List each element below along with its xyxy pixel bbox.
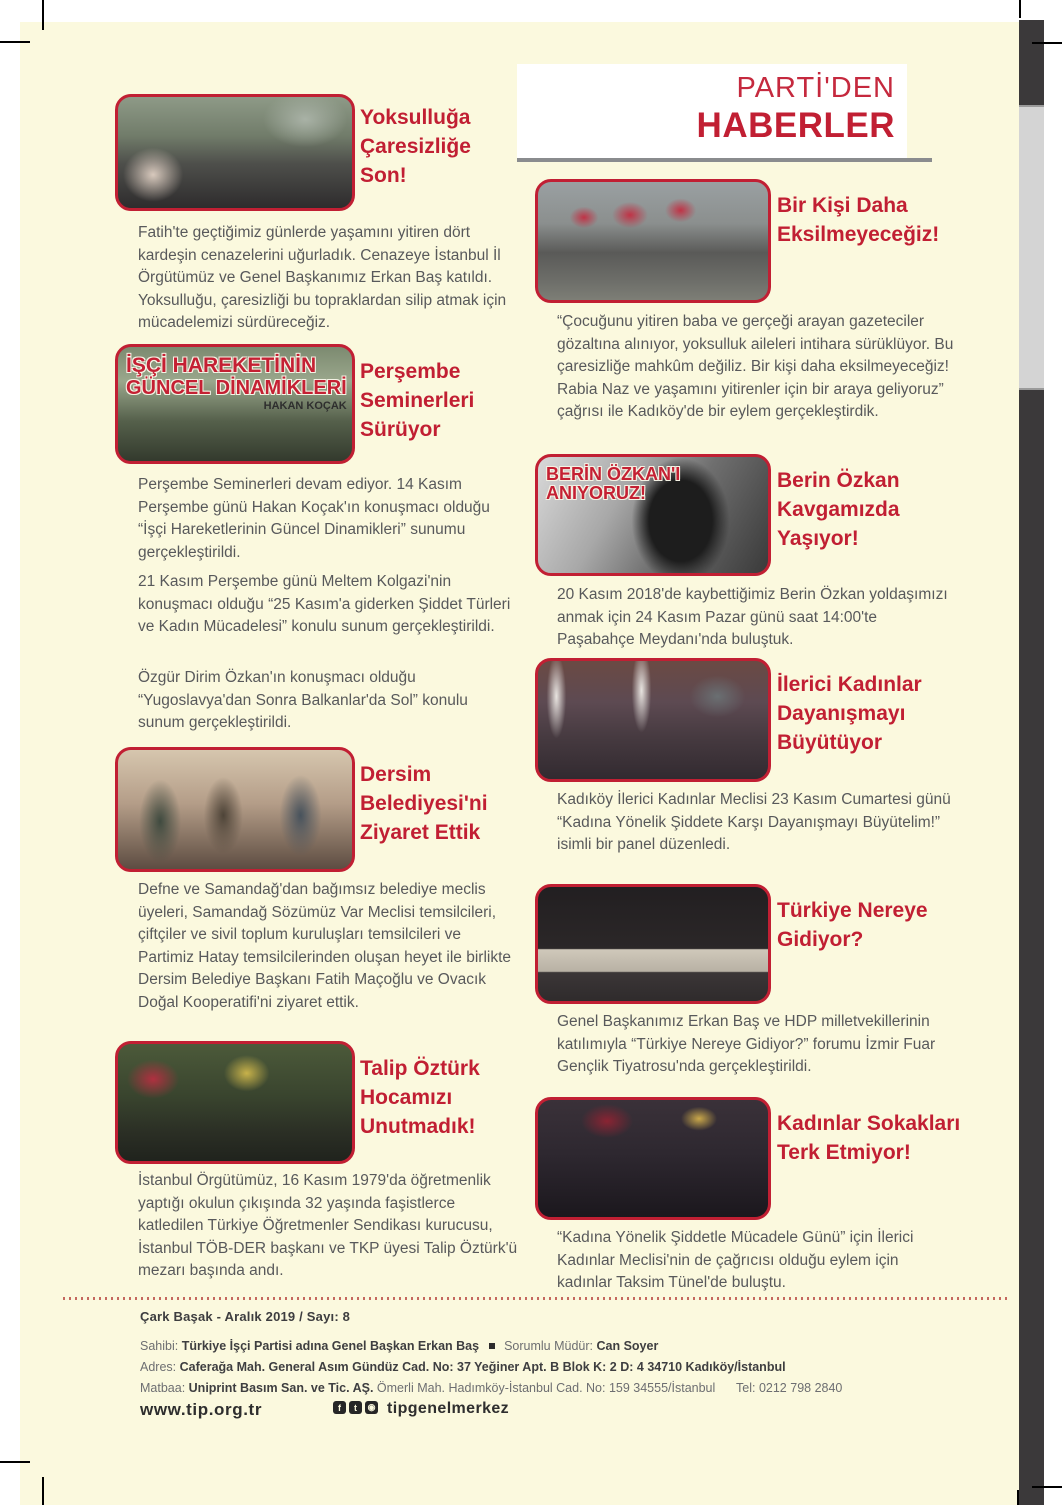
press-name: Uniprint Basım San. ve Tic. AŞ. [188, 1381, 374, 1395]
website-url: www.tip.org.tr [140, 1400, 263, 1419]
article-title: İlerici Kadınlar Dayanışmayı Büyütüyor [777, 673, 922, 754]
address-label: Adres: [140, 1360, 177, 1374]
overlay-line: ANIYORUZ! [546, 483, 646, 504]
crop-mark [42, 0, 44, 30]
crop-mark [1032, 42, 1062, 44]
article-photo-women-panel [535, 658, 771, 782]
social-handle: tipgenelmerkez [387, 1400, 510, 1417]
imprint-press-line [140, 1381, 842, 1395]
issue-line: Çark Başak - Aralık 2019 / Sayı: 8 [140, 1309, 351, 1324]
article-body [557, 1227, 955, 1295]
header-underline [517, 158, 932, 162]
facebook-icon: f [333, 1401, 346, 1414]
press-phone: Tel: 0212 798 2840 [736, 1381, 843, 1395]
article-title: Perşembe Seminerleri Sürüyor [360, 360, 475, 441]
square-separator-icon [489, 1343, 495, 1349]
press-label: Matbaa: [140, 1381, 186, 1395]
owner-value: Türkiye İşçi Partisi adına Genel Başkan Erkan Baş [181, 1339, 480, 1353]
article-body [138, 474, 518, 564]
crop-mark [1032, 1486, 1062, 1488]
paragraph: Defne ve Samandağ'dan bağımsız belediye meclis üyeleri, Samandağ Sözümüz Var Meclisi temsilcileri, çiftçiler ve sivil toplum kuruluşları temsilcileri ve Partimiz Hatay temsilcilerinden oluşan heyet ile birlikte Dersim Belediye Başkanı Fatih Maçoğlu ve Ovacık Doğal Kooperatifi'ni ziyaret ettik. [138, 881, 512, 1011]
instagram-icon: ◉ [365, 1401, 378, 1414]
overlay-line: İŞÇİ HAREKETİNİN [126, 354, 317, 377]
dotted-separator [63, 1297, 1011, 1300]
article-body [138, 667, 518, 735]
scan-edge-bar-light-segment [1019, 105, 1044, 390]
article-title: Bir Kişi Daha Eksilmeyeceğiz! [777, 194, 940, 246]
article-photo-forum-panel [535, 884, 771, 1004]
crop-mark [0, 41, 30, 43]
article-photo-memorial [115, 1041, 355, 1164]
social-icons [333, 1401, 378, 1414]
manager-value: Can Soyer [596, 1339, 659, 1353]
article-body [557, 1011, 957, 1079]
article-photo-dersim-visit [115, 747, 355, 872]
header-kicker: PARTİ'DEN [736, 72, 895, 104]
article-photo-rally-flags [535, 179, 771, 303]
article-photo-berin-ozkan [535, 454, 771, 576]
article-body [138, 222, 518, 335]
paragraph: Kadıköy İlerici Kadınlar Meclisi 23 Kasım Cumartesi günü “Kadına Yönelik Şiddete Karşı Dayanışmayı Büyütelim!” isimli bir panel düzenledi. [557, 791, 951, 853]
article-title: Kadınlar Sokakları Terk Etmiyor! [777, 1112, 961, 1164]
article-body [557, 311, 955, 424]
paragraph: Perşembe Seminerleri devam ediyor. 14 Kasım Perşembe günü Hakan Koçak'ın konuşmacı olduğu “İşçi Hareketlerinin Güncel Dinamikleri” sunumu gerçekleştirildi. [138, 476, 490, 561]
article-photo-funeral-crowd [115, 94, 355, 211]
photo-overlay-text [126, 355, 347, 413]
article-body [138, 879, 520, 1014]
crop-mark [0, 1461, 30, 1463]
crop-mark [1017, 1490, 1019, 1505]
crop-mark [42, 1477, 44, 1505]
article-photo-night-march [535, 1097, 771, 1220]
article-title: Berin Özkan Kavgamızda Yaşıyor! [777, 469, 900, 550]
crop-mark [1019, 0, 1021, 18]
twitter-icon: t [349, 1401, 362, 1414]
imprint-address-line [140, 1360, 786, 1374]
article-body [138, 1170, 520, 1283]
paragraph: 20 Kasım 2018'de kaybettiğimiz Berin Özkan yoldaşımızı anmak için 24 Kasım Pazar günü saat 14:00'te Paşabahçe Meydanı'nda buluştuk. [557, 586, 948, 648]
article-body [138, 571, 518, 639]
imprint-owner-line [140, 1339, 658, 1353]
overlay-line: BERİN ÖZKAN'I [546, 464, 681, 484]
article-body [557, 584, 955, 652]
paragraph: “Kadına Yönelik Şiddetle Mücadele Günü” için İlerici Kadınlar Meclisi'nin de çağrıcısı olduğu eylem için kadınlar Taksim Tünel'de buluştu. [557, 1229, 914, 1291]
overlay-byline: HAKAN KOÇAK [263, 400, 347, 413]
press-address: Ömerli Mah. Hadımköy-İstanbul Cad. No: 159 34555/İstanbul [376, 1381, 716, 1395]
photo-overlay-text [546, 465, 680, 504]
paragraph: 21 Kasım Perşembe günü Meltem Kolgazi'nin konuşmacı olduğu “25 Kasım'a giderken Şiddet Türleri ve Kadın Mücadelesi” konulu sunum gerçekleştirildi. [138, 573, 511, 635]
paragraph: Özgür Dirim Özkan'ın konuşmacı olduğu “Yugoslavya'dan Sonra Balkanlar'da Sol” konulu sunum gerçekleştirildi. [138, 669, 468, 731]
article-title: Dersim Belediyesi'ni Ziyaret Ettik [360, 763, 488, 844]
article-photo-seminar [115, 344, 355, 464]
page-title: HABERLER [696, 106, 895, 145]
owner-label: Sahibi: [140, 1339, 179, 1353]
article-title: Yoksulluğa Çaresizliğe Son! [360, 106, 471, 187]
paragraph: Genel Başkanımız Erkan Baş ve HDP milletvekillerinin katılımıyla “Türkiye Nereye Gidiyor?” forumu İzmir Fuar Gençlik Tiyatrosu'nda gerçekleştirildi. [557, 1013, 936, 1075]
paragraph: İstanbul Örgütümüz, 16 Kasım 1979'da öğretmenlik yaptığı okulun çıkışında 32 yaşında faşistlerce katledilen Türkiye Öğretmenler Sendikası kurucusu, İstanbul TÖB-DER başkanı ve TKP üyesi Talip Öztürk'ü mezarı başında andı. [138, 1172, 518, 1279]
article-title: Türkiye Nereye Gidiyor? [777, 899, 928, 951]
overlay-line: GÜNCEL DİNAMİKLERİ [126, 376, 347, 399]
article-body [557, 789, 955, 857]
address-value: Caferağa Mah. General Asım Gündüz Cad. No: 37 Yeğiner Apt. B Blok K: 2 D: 4 34710 Kadıköy/İstanbul [179, 1360, 786, 1374]
manager-label: Sorumlu Müdür: [504, 1339, 593, 1353]
paragraph: Fatih'te geçtiğimiz günlerde yaşamını yitiren dört kardeşin cenazelerini uğurladık. Cenazeye İstanbul İl Örgütümüz ve Genel Başkanımız Erkan Baş katıldı. Yoksulluğu, çaresizliği bu topraklardan silip atmak için mücadelemizi sürdüreceğiz. [138, 224, 507, 331]
article-title: Talip Öztürk Hocamızı Unutmadık! [360, 1057, 480, 1138]
paragraph: “Çocuğunu yitiren baba ve gerçeği arayan gazeteciler gözaltına alınıyor, yoksulluk aileleri intihara sürüklüyor. Bu çaresizliğe mahkûm değiliz. Bir kişi daha eksilmeyeceğiz! Rabia Naz ve yaşamını yitirenler için bir araya geliyoruz” çağrısı ile Kadıköy'de bir eylem gerçekleştirdik. [557, 313, 954, 420]
